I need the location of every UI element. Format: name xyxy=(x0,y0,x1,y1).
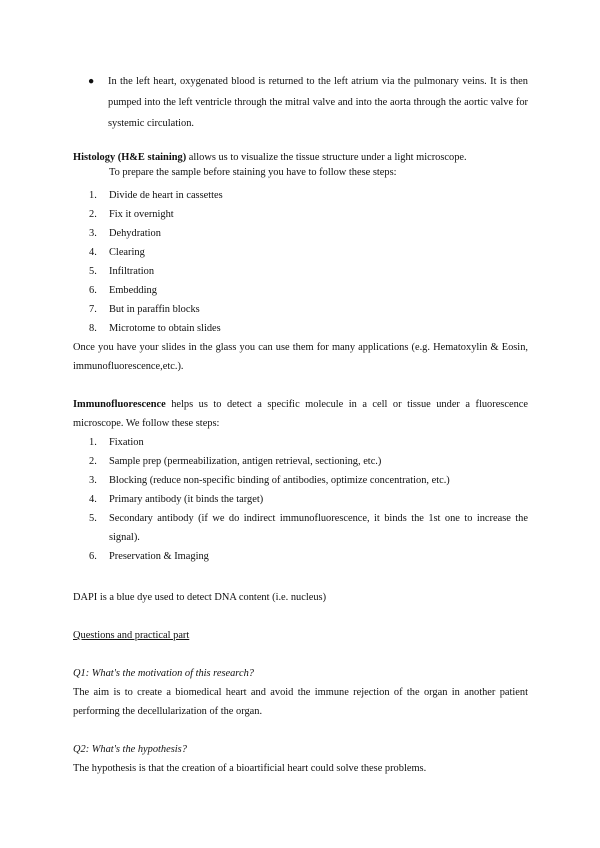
histology-prep-text: To prepare the sample before staining you have to follow these steps: xyxy=(109,167,397,178)
bullet-text: In the left heart, oxygenated blood is returned to the left atrium via the pulmonary veins. It is then pumped into the left ventricle through the mitral valve and into the aorta through the aortic valve for systemic circulation. xyxy=(108,76,528,129)
list-item: 6. Preservation & Imaging xyxy=(89,551,209,562)
list-item: 8. Microtome to obtain slides xyxy=(89,323,221,334)
histology-intro: allows us to visualize the tissue structure under a light microscope. xyxy=(186,152,467,163)
immuno-term: Immunofluorescence xyxy=(73,399,166,410)
histology-paragraph xyxy=(73,148,528,167)
list-item: 2. Sample prep (permeabilization, antigen retrieval, sectioning, etc.) xyxy=(89,456,382,467)
histology-term: Histology (H&E staining) xyxy=(73,152,187,163)
immuno-paragraph xyxy=(73,395,528,433)
list-item: 7. But in paraffin blocks xyxy=(89,304,200,315)
bullet-item-left-heart xyxy=(88,71,528,134)
immuno-intro: helps us to detect a specific molecule in a cell or tissue under a fluorescence microscope. We follow these steps: xyxy=(73,399,528,429)
histology-after-text: Once you have your slides in the glass you can use them for many applications (e.g. Hematoxylin & Eosin, immunofluorescence,etc.). xyxy=(73,342,528,372)
histology-steps-list xyxy=(72,186,528,338)
list-item: 2. Fix it overnight xyxy=(89,209,174,220)
list-item: 5. Secondary antibody (if we do indirect immunofluorescence, it binds the 1st one to increase the signal). xyxy=(89,513,528,543)
list-item: 4. Clearing xyxy=(89,247,145,258)
q2-answer: The hypothesis is that the creation of a bioartificial heart could solve these problems. xyxy=(73,763,427,774)
list-item: 4. Primary antibody (it binds the target) xyxy=(89,494,264,505)
list-item: 1. Fixation xyxy=(89,437,144,448)
list-item: 3. Dehydration xyxy=(89,228,161,239)
bullet-dot-icon: ● xyxy=(88,76,95,87)
list-item: 3. Blocking (reduce non-specific binding of antibodies, optimize concentration, etc.) xyxy=(89,475,450,486)
q2-question: Q2: What's the hypothesis? xyxy=(73,744,187,755)
list-item: 5. Infiltration xyxy=(89,266,155,277)
questions-heading: Questions and practical part xyxy=(73,630,190,641)
list-item: 1. Divide de heart in cassettes xyxy=(89,190,223,201)
immuno-steps-list xyxy=(72,433,528,566)
list-item: 6. Embedding xyxy=(89,285,157,296)
dapi-text: DAPI is a blue dye used to detect DNA content (i.e. nucleus) xyxy=(73,592,327,603)
q1-answer: The aim is to create a biomedical heart and avoid the immune rejection of the organ in another patient performing the decellularization of the organ. xyxy=(73,687,528,717)
q1-question: Q1: What's the motivation of this research? xyxy=(73,668,254,679)
